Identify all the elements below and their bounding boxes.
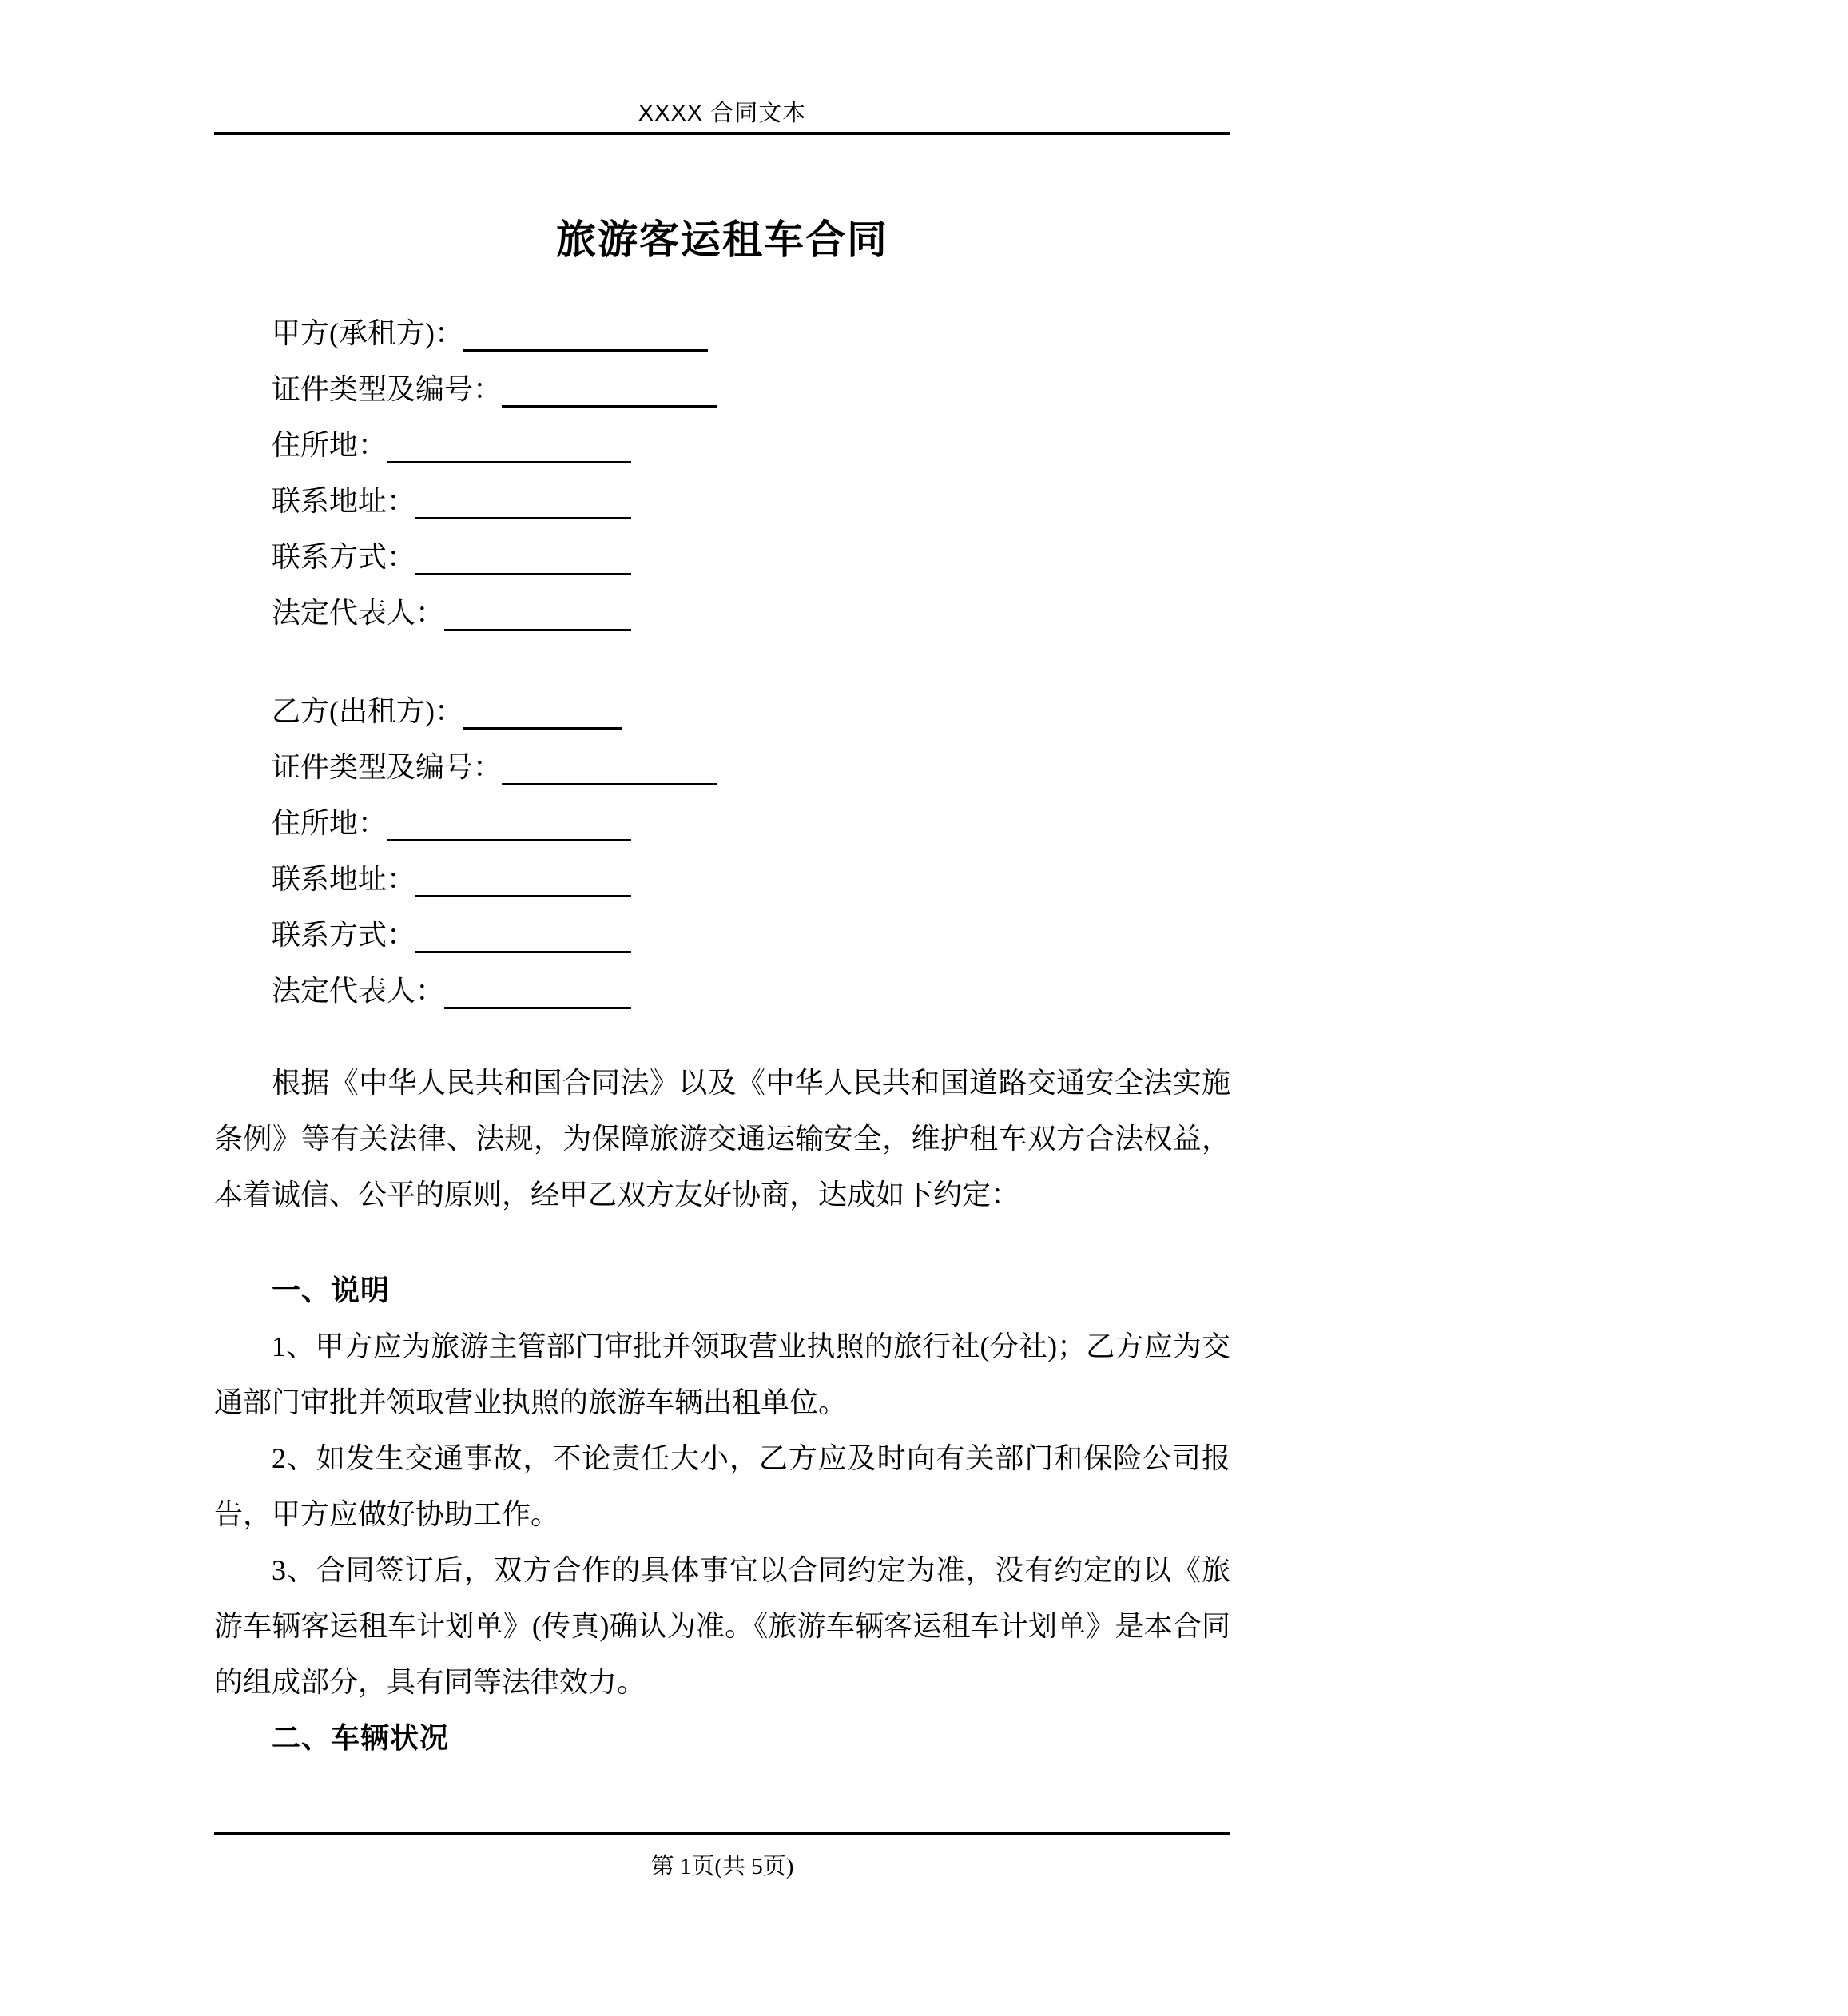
document-title: 旅游客运租车合同 xyxy=(556,217,888,262)
clause-1: 1、甲方应为旅游主管部门审批并领取营业执照的旅行社(分社)；乙方应为交通部门审批并领取营业执照的旅游车辆出租单位。 xyxy=(214,1330,1230,1418)
field-blank-line xyxy=(415,487,631,519)
field-blank-line xyxy=(502,375,717,408)
field-row-party-a-name xyxy=(214,305,1230,361)
field-blank-line xyxy=(415,921,631,953)
field-row-party-b-name xyxy=(214,683,1230,739)
field-label: 住所地： xyxy=(272,429,387,461)
field-row-party-b-representative xyxy=(214,963,1230,1019)
field-blank-line xyxy=(463,319,708,352)
field-label: 证件类型及编号： xyxy=(272,751,503,783)
running-header xyxy=(214,0,1230,135)
party-a-fields xyxy=(214,305,1230,641)
field-blank-line xyxy=(444,598,631,631)
field-blank-line xyxy=(387,809,631,841)
header-title: XXXX 合同文本 xyxy=(638,101,807,126)
field-blank-line xyxy=(463,697,622,730)
field-blank-line xyxy=(444,976,631,1009)
clause-3: 3、合同签订后，双方合作的具体事宜以合同约定为准，没有约定的以《旅游车辆客运租车计划单》(传真)确认为准。《旅游车辆客运租车计划单》是本合同的组成部分，具有同等法律效力。 xyxy=(214,1554,1230,1698)
field-row-party-b-id xyxy=(214,739,1230,795)
field-label: 甲方(承租方)： xyxy=(272,317,463,349)
field-row-party-a-address xyxy=(214,473,1230,529)
field-label: 联系地址： xyxy=(272,863,416,895)
preamble-paragraph: 根据《中华人民共和国合同法》以及《中华人民共和国道路交通安全法实施条例》等有关法律、法规，为保障旅游交通运输安全，维护租车双方合法权益，本着诚信、公平的原则，经甲乙双方友好协商，达成如下约定： xyxy=(214,1067,1230,1211)
page-footer xyxy=(214,1832,1230,1879)
field-row-party-b-address xyxy=(214,851,1230,907)
field-label: 联系地址： xyxy=(272,485,416,517)
field-blank-line xyxy=(502,753,717,785)
field-label: 住所地： xyxy=(272,807,387,839)
field-blank-line xyxy=(415,865,631,897)
field-blank-line xyxy=(387,431,631,463)
field-row-party-a-domicile xyxy=(214,417,1230,473)
page-content xyxy=(214,0,1230,1766)
field-label: 法定代表人： xyxy=(272,597,445,629)
field-label: 乙方(出租方)： xyxy=(272,695,463,727)
field-label: 联系方式： xyxy=(272,919,416,951)
page-number: 第 1页(共 5页) xyxy=(650,1854,794,1879)
field-blank-line xyxy=(415,543,631,575)
field-row-party-a-contact xyxy=(214,529,1230,585)
field-row-party-b-domicile xyxy=(214,795,1230,851)
field-row-party-b-contact xyxy=(214,907,1230,963)
field-label: 联系方式： xyxy=(272,541,416,573)
field-label: 证件类型及编号： xyxy=(272,373,503,405)
section-heading-2: 二、车辆状况 xyxy=(272,1721,450,1754)
field-label: 法定代表人： xyxy=(272,975,445,1007)
clause-2: 2、如发生交通事故，不论责任大小，乙方应及时向有关部门和保险公司报告，甲方应做好协助工作。 xyxy=(214,1442,1230,1530)
field-row-party-a-representative xyxy=(214,585,1230,641)
party-b-fields xyxy=(214,683,1230,1019)
section-heading-1: 一、说明 xyxy=(272,1274,391,1306)
field-row-party-a-id xyxy=(214,361,1230,417)
